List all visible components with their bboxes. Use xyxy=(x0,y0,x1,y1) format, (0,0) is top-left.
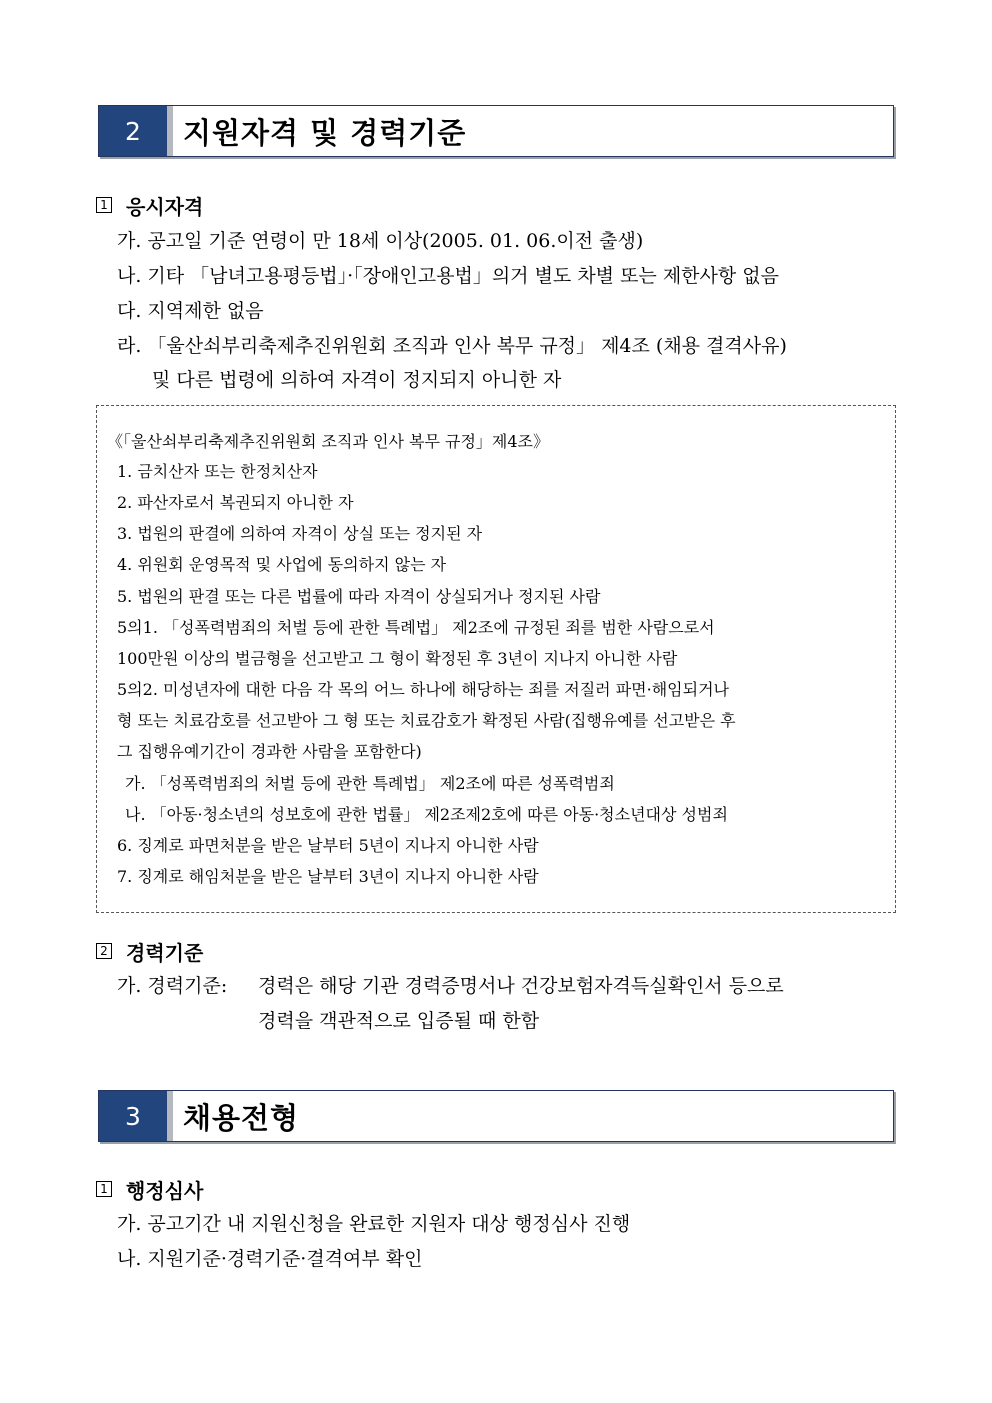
regulation-line: 나. 「아동·청소년의 성보호에 관한 법률」 제2조제2호에 따른 아동·청소년대상 성범죄 xyxy=(125,805,728,824)
qualification-item: 라. 「울산쇠부리축제추진위원회 조직과 인사 복무 규정」 제4조 (채용 결격사유) xyxy=(117,335,787,357)
section-header-2 xyxy=(98,105,894,157)
regulation-box xyxy=(96,405,896,913)
section-number: 2 xyxy=(99,106,167,156)
subheading-text: 경력기준 xyxy=(126,940,204,965)
regulation-line: 가. 「성폭력범죄의 처벌 등에 관한 특례법」 제2조에 따른 성폭력범죄 xyxy=(125,774,615,793)
regulation-line: 5의1. 「성폭력범죄의 처벌 등에 관한 특례법」 제2조에 규정된 죄를 범한 사람으로서 xyxy=(117,618,715,637)
regulation-line: 5. 법원의 판결 또는 다른 법률에 따라 자격이 상실되거나 정지된 사람 xyxy=(117,587,601,606)
regulation-line: 그 집행유예기간이 경과한 사람을 포함한다) xyxy=(117,742,422,761)
career-item-label: 가. 경력기준: xyxy=(117,975,228,997)
qualification-item: 가. 공고일 기준 연령이 만 18세 이상(2005. 01. 06.이전 출생) xyxy=(117,230,644,252)
section-title: 채용전형 xyxy=(167,1091,893,1141)
career-item-text: 경력은 해당 기관 경력증명서나 건강보험자격득실확인서 등으로 xyxy=(258,975,784,997)
qualification-item: 나. 기타 「남녀고용평등법」·「장애인고용법」의거 별도 차별 또는 제한사항 없음 xyxy=(117,265,779,287)
section-number: 3 xyxy=(99,1091,167,1141)
subheading-admin-review xyxy=(96,1176,203,1202)
regulation-line: 7. 징계로 해임처분을 받은 날부터 3년이 지나지 아니한 사람 xyxy=(117,867,539,886)
admin-review-item: 나. 지원기준·경력기준·결격여부 확인 xyxy=(117,1248,423,1270)
qualification-item: 다. 지역제한 없음 xyxy=(117,300,264,322)
admin-review-item: 가. 공고기간 내 지원신청을 완료한 지원자 대상 행정심사 진행 xyxy=(117,1213,631,1235)
subheading-qualification xyxy=(96,192,203,218)
subheading-career xyxy=(96,938,203,964)
regulation-title: 《「울산쇠부리축제추진위원회 조직과 인사 복무 규정」제4조》 xyxy=(107,432,550,451)
regulation-line: 6. 징계로 파면처분을 받은 날부터 5년이 지나지 아니한 사람 xyxy=(117,836,539,855)
qualification-item-continued: 및 다른 법령에 의하여 자격이 정지되지 아니한 자 xyxy=(152,369,562,391)
section-header-3 xyxy=(98,1090,894,1142)
regulation-line: 형 또는 치료감호를 선고받아 그 형 또는 치료감호가 확정된 사람(집행유예를 선고받은 후 xyxy=(117,711,736,730)
section-title: 지원자격 및 경력기준 xyxy=(167,106,893,156)
regulation-line: 100만원 이상의 벌금형을 선고받고 그 형이 확정된 후 3년이 지나지 아니한 사람 xyxy=(117,649,678,668)
regulation-line: 5의2. 미성년자에 대한 다음 각 목의 어느 하나에 해당하는 죄를 저질러 파면·해임되거나 xyxy=(117,680,729,699)
number-badge: 2 xyxy=(96,943,112,959)
regulation-line: 1. 금치산자 또는 한정치산자 xyxy=(117,462,318,481)
regulation-line: 3. 법원의 판결에 의하여 자격이 상실 또는 정지된 자 xyxy=(117,524,483,543)
subheading-text: 행정심사 xyxy=(126,1178,204,1203)
number-badge: 1 xyxy=(96,197,112,213)
subheading-text: 응시자격 xyxy=(126,194,204,219)
number-badge: 1 xyxy=(96,1181,112,1197)
regulation-line: 2. 파산자로서 복권되지 아니한 자 xyxy=(117,493,354,512)
career-item-text-continued: 경력을 객관적으로 입증될 때 한함 xyxy=(258,1010,540,1032)
regulation-line: 4. 위원회 운영목적 및 사업에 동의하지 않는 자 xyxy=(117,555,447,574)
